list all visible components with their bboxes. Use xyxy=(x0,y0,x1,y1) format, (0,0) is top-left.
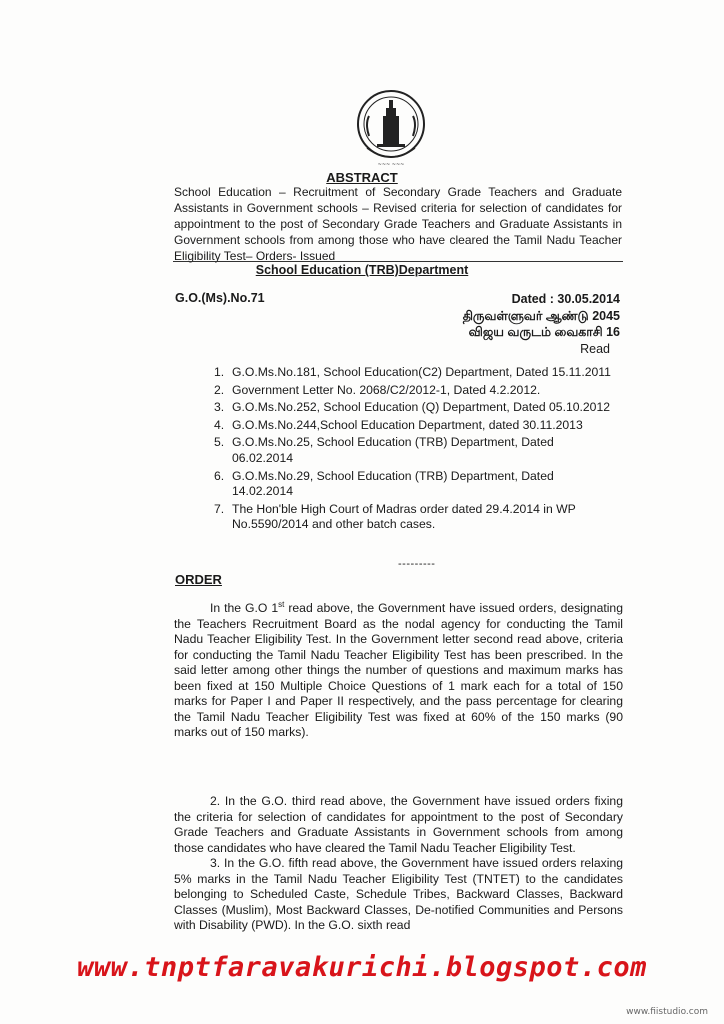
para1-superscript: st xyxy=(278,599,285,609)
para1-start: In the G.O 1 xyxy=(210,601,279,615)
reference-text: G.O.Ms.No.181, School Education(C2) Department, Dated 15.11.2011 xyxy=(232,365,611,379)
reference-number: 6. xyxy=(214,468,225,483)
para2-text: 2. In the G.O. third read above, the Government have issued orders fixing the criteria for selection of candidates for appointment to the post of Secondary Grade Teachers and Graduate Assistants in Government schools from among those candidates who have cleared the Tamil Nadu Teacher Eligibility Test. xyxy=(174,794,623,855)
reference-number: 1. xyxy=(214,365,225,379)
date-line: Dated : 30.05.2014 xyxy=(511,292,620,306)
para3-text: 3. In the G.O. fifth read above, the Government have issued orders relaxing 5% marks in the Tamil Nadu Teacher Eligibility Test (TNTET) to the candidates belonging to Scheduled Caste, Schedule Tribes, Backward Classes, Backward Classes (Muslim), Most Backward Classes, De-notified Communities and Persons with Disability (PWD). In the G.O. sixth read xyxy=(174,856,623,933)
tamil-year: திருவள்ளுவர் ஆண்டு 2045 xyxy=(462,308,620,323)
order-paragraph-3 xyxy=(174,856,623,934)
order-paragraph-1 xyxy=(174,601,623,741)
reference-item xyxy=(214,435,618,466)
reference-item xyxy=(214,400,618,416)
divider-line xyxy=(173,261,623,262)
abstract-text: School Education – Recruitment of Secondary Grade Teachers and Graduate Assistants in Government schools – Revised criteria for selection of candidates for appointment to the post of Secondary Grade Teachers and Graduate Assistants in Government schools from among those who have cleared the Tamil Nadu Teacher Eligibility Test– Orders- Issued xyxy=(174,185,622,263)
reference-item xyxy=(214,468,618,500)
reference-number: 2. xyxy=(214,382,225,397)
reference-item xyxy=(214,365,618,381)
reference-text: The Hon'ble High Court of Madras order dated 29.4.2014 in WP No.5590/2014 and other batch cases. xyxy=(232,501,576,532)
order-heading: ORDER xyxy=(175,572,222,587)
watermark-url: www.tnptfaravakurichi.blogspot.com xyxy=(77,952,647,983)
para3-indent xyxy=(174,856,210,870)
go-number: G.O.(Ms).No.71 xyxy=(175,291,265,305)
reference-item xyxy=(214,417,618,434)
reference-number: 5. xyxy=(214,435,225,450)
abstract-title: ABSTRACT xyxy=(326,170,398,185)
order-paragraph-2 xyxy=(174,794,623,856)
reference-number: 3. xyxy=(214,400,225,415)
para1-rest: read above, the Government have issued orders, designating the Teachers Recruitment Board as the nodal agency for conducting the Tamil Nadu Teacher Eligibility Test. In the Government letter second read above, criteria for conducting the Tamil Nadu Teacher Eligibility Test has been prescribed. In the said letter among other things the number of questions and maximum marks has been fixed at 150 Multiple Choice Questions of 1 mark each for a total of 150 marks for Paper I and Paper II respectively, and the pass percentage for clearing the Tamil Nadu Teacher Eligibility Test was fixed at 60% of the 150 marks (90 marks out of 150 marks). xyxy=(174,601,623,740)
separator: --------- xyxy=(398,558,436,570)
tamil-nadu-emblem-icon xyxy=(355,86,427,172)
reference-text: G.O.Ms.No.25, School Education (TRB) Department, Dated 06.02.2014 xyxy=(232,435,554,465)
reference-number: 4. xyxy=(214,417,225,432)
reference-item xyxy=(214,382,618,399)
date-block xyxy=(463,291,620,357)
svg-text:~~~ ~~~: ~~~ ~~~ xyxy=(377,162,405,168)
references-list xyxy=(214,365,618,535)
reference-text: G.O.Ms.No.252, School Education (Q) Department, Dated 05.10.2012 xyxy=(232,400,611,415)
reference-item xyxy=(214,501,618,533)
para2-indent xyxy=(174,794,210,808)
department-heading: School Education (TRB)Department xyxy=(255,263,469,277)
tamil-month: விஜய வருடம் வைகாசி 16 xyxy=(468,325,620,339)
studio-watermark: www.fiistudio.com xyxy=(626,1007,708,1017)
reference-text: G.O.Ms.No.244,School Education Department, dated 30.11.2013 xyxy=(232,417,583,432)
read-label: Read xyxy=(580,341,610,356)
reference-text: Government Letter No. 2068/C2/2012-1, Dated 4.2.2012. xyxy=(232,382,541,397)
reference-text: G.O.Ms.No.29, School Education (TRB) Department, Dated 14.02.2014 xyxy=(232,468,554,499)
reference-number: 7. xyxy=(214,501,225,516)
